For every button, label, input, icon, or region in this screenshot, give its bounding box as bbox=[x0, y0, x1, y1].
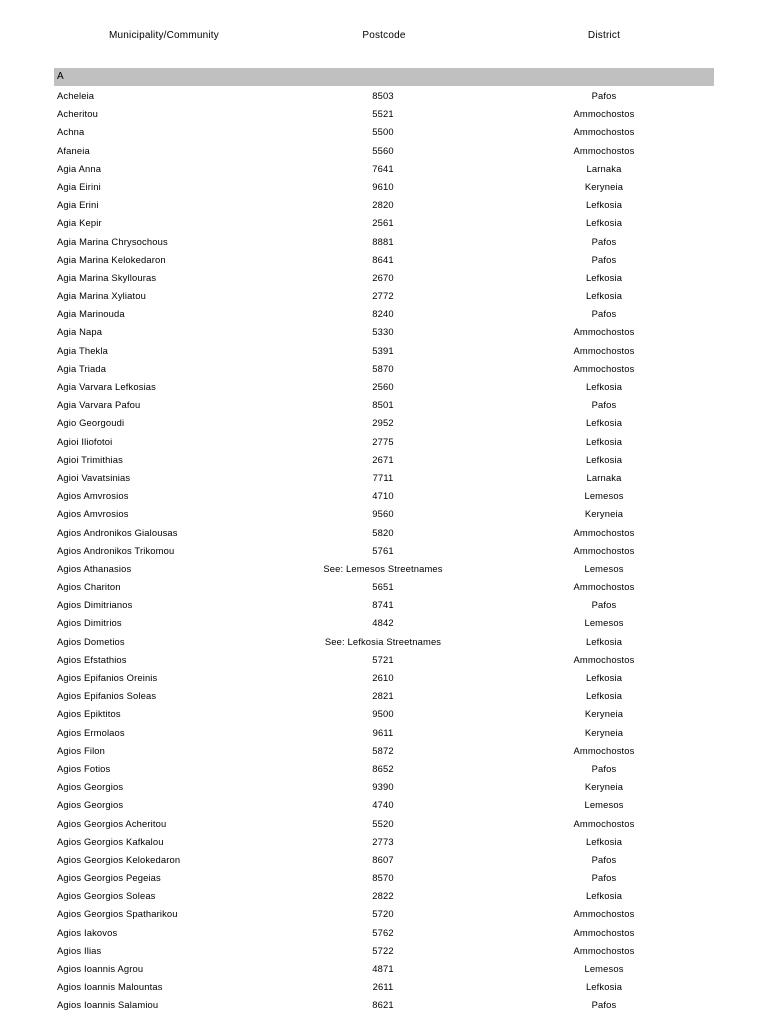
cell-district: Lefkosia bbox=[585, 435, 623, 447]
cell-postcode: 2821 bbox=[372, 690, 394, 702]
cell-postcode: 5521 bbox=[372, 108, 394, 120]
cell-municipality: Agios Andronikos Trikomou bbox=[57, 544, 175, 556]
table-row bbox=[54, 160, 714, 178]
table-row bbox=[54, 996, 714, 1014]
cell-postcode: 2820 bbox=[372, 199, 394, 211]
cell-postcode: 4871 bbox=[372, 963, 394, 974]
cell-district: Ammochostos bbox=[573, 581, 635, 593]
cell-district: Lefkosia bbox=[585, 217, 623, 229]
cell-district: Pafos bbox=[591, 999, 617, 1011]
cell-municipality: Agio Georgoudi bbox=[57, 417, 125, 429]
cell-district: Larnaka bbox=[586, 471, 622, 483]
cell-municipality: Agios Fotios bbox=[57, 762, 111, 774]
cell-district: Ammochostos bbox=[573, 126, 635, 138]
cell-municipality: Agios Efstathios bbox=[57, 653, 127, 665]
table-row bbox=[54, 815, 714, 833]
cell-district: Lefkosia bbox=[585, 453, 623, 465]
cell-postcode: 5872 bbox=[372, 744, 394, 756]
cell-district: Pafos bbox=[591, 235, 617, 247]
cell-postcode: 2670 bbox=[372, 271, 394, 283]
table-row bbox=[54, 633, 714, 651]
table-row bbox=[54, 487, 714, 505]
table-row bbox=[54, 451, 714, 469]
table-row bbox=[54, 851, 714, 869]
cell-municipality: Agios Georgios Soleas bbox=[57, 890, 156, 902]
cell-postcode: 2560 bbox=[372, 381, 394, 392]
cell-district: Lefkosia bbox=[585, 835, 623, 847]
cell-postcode: 2822 bbox=[372, 890, 394, 902]
table-row bbox=[54, 778, 714, 796]
table-row bbox=[54, 123, 714, 141]
header-district: District bbox=[587, 30, 621, 41]
table-row bbox=[54, 760, 714, 778]
cell-postcode: 5722 bbox=[372, 944, 394, 956]
cell-postcode: 8881 bbox=[372, 235, 394, 247]
cell-district: Keryneia bbox=[584, 781, 624, 793]
cell-district: Pafos bbox=[591, 253, 617, 265]
cell-municipality: Agios Amvrosios bbox=[57, 490, 129, 502]
cell-postcode: 2611 bbox=[372, 981, 394, 993]
cell-municipality: Agios Epiktitos bbox=[57, 708, 121, 720]
cell-municipality: Agios Georgios Spatharikou bbox=[57, 908, 178, 920]
cell-postcode: 4740 bbox=[372, 799, 394, 811]
cell-municipality: Agios Dometios bbox=[57, 635, 125, 647]
cell-district: Pafos bbox=[591, 872, 617, 884]
cell-municipality: Acheritou bbox=[57, 108, 98, 120]
table-row bbox=[54, 505, 714, 523]
cell-municipality: Agios Ilias bbox=[57, 944, 102, 956]
cell-district: Ammochostos bbox=[573, 944, 635, 956]
cell-postcode: See: Lemesos Streetnames bbox=[323, 562, 443, 574]
table-row bbox=[54, 433, 714, 451]
cell-municipality: Agios Georgios bbox=[57, 781, 124, 793]
cell-district: Lemesos bbox=[584, 617, 624, 629]
cell-municipality: Agioi Iliofotoi bbox=[57, 435, 113, 447]
cell-postcode: 2610 bbox=[372, 672, 394, 683]
table-row bbox=[54, 469, 714, 487]
cell-district: Pafos bbox=[591, 762, 617, 774]
cell-postcode: 8501 bbox=[372, 399, 394, 411]
cell-municipality: Agios Dimitrianos bbox=[57, 599, 133, 611]
table-row bbox=[54, 687, 714, 705]
cell-postcode: 5720 bbox=[372, 908, 394, 920]
cell-postcode: 9390 bbox=[372, 781, 394, 793]
cell-municipality: Agios Ioannis Salamiou bbox=[57, 999, 159, 1011]
table-row bbox=[54, 796, 714, 814]
cell-district: Ammochostos bbox=[573, 926, 635, 938]
cell-postcode: 5870 bbox=[372, 362, 394, 374]
cell-district: Ammochostos bbox=[573, 817, 635, 829]
cell-municipality: Agia Varvara Lefkosias bbox=[57, 381, 157, 392]
cell-postcode: 8652 bbox=[372, 762, 394, 774]
cell-municipality: Agia Napa bbox=[57, 326, 103, 338]
cell-postcode: 2671 bbox=[372, 453, 394, 465]
cell-district: Ammochostos bbox=[573, 344, 635, 356]
cell-postcode: 5391 bbox=[372, 344, 394, 356]
cell-district: Larnaka bbox=[586, 162, 622, 174]
table-row bbox=[54, 542, 714, 560]
cell-district: Lemesos bbox=[584, 799, 624, 811]
cell-postcode: 5651 bbox=[372, 581, 394, 593]
cell-district: Keryneia bbox=[584, 508, 624, 520]
cell-district: Lefkosia bbox=[585, 890, 623, 902]
cell-municipality: Agios Iakovos bbox=[57, 926, 118, 938]
table-row bbox=[54, 869, 714, 887]
table-row bbox=[54, 105, 714, 123]
cell-district: Pafos bbox=[591, 599, 617, 611]
cell-postcode: 5761 bbox=[372, 544, 394, 556]
table-row bbox=[54, 669, 714, 687]
table-row bbox=[54, 651, 714, 669]
table-row bbox=[54, 287, 714, 305]
cell-postcode: 8240 bbox=[372, 308, 394, 320]
table-row bbox=[54, 742, 714, 760]
cell-postcode: 5762 bbox=[372, 926, 394, 938]
cell-district: Lemesos bbox=[584, 963, 624, 974]
cell-district: Lefkosia bbox=[585, 417, 623, 429]
cell-postcode: 5520 bbox=[372, 817, 394, 829]
cell-postcode: 4842 bbox=[372, 617, 394, 629]
table-row bbox=[54, 887, 714, 905]
cell-district: Lefkosia bbox=[585, 381, 623, 392]
cell-municipality: Agios Georgios Kelokedaron bbox=[57, 853, 181, 865]
cell-municipality: Agios Amvrosios bbox=[57, 508, 129, 520]
cell-municipality: Agia Eirini bbox=[57, 180, 101, 192]
table-row bbox=[54, 524, 714, 542]
cell-district: Ammochostos bbox=[573, 744, 635, 756]
table-row bbox=[54, 942, 714, 960]
cell-postcode: 9560 bbox=[372, 508, 394, 520]
table-row bbox=[54, 596, 714, 614]
cell-postcode: 2773 bbox=[372, 835, 394, 847]
cell-district: Lefkosia bbox=[585, 199, 623, 211]
table-row bbox=[54, 833, 714, 851]
table-row bbox=[54, 305, 714, 323]
table-row bbox=[54, 960, 714, 978]
cell-postcode: 9500 bbox=[372, 708, 394, 720]
cell-municipality: Agia Marina Skyllouras bbox=[57, 271, 157, 283]
cell-postcode: 9610 bbox=[372, 180, 394, 192]
header-postcode: Postcode bbox=[362, 30, 406, 41]
table-row bbox=[54, 414, 714, 432]
cell-district: Lefkosia bbox=[585, 290, 623, 302]
table-row bbox=[54, 87, 714, 105]
cell-municipality: Agia Marinouda bbox=[57, 308, 125, 320]
table-row bbox=[54, 378, 714, 396]
cell-municipality: Agia Varvara Pafou bbox=[57, 399, 141, 411]
cell-municipality: Afaneia bbox=[57, 144, 90, 156]
cell-postcode: 5330 bbox=[372, 326, 394, 338]
cell-district: Lefkosia bbox=[585, 690, 623, 702]
table-row bbox=[54, 705, 714, 723]
cell-district: Lefkosia bbox=[585, 635, 623, 647]
cell-district: Pafos bbox=[591, 399, 617, 411]
cell-district: Ammochostos bbox=[573, 108, 635, 120]
table-row bbox=[54, 396, 714, 414]
cell-district: Pafos bbox=[591, 90, 617, 101]
cell-district: Keryneia bbox=[584, 708, 624, 720]
cell-municipality: Agia Marina Chrysochous bbox=[57, 235, 168, 247]
cell-district: Keryneia bbox=[584, 180, 624, 192]
cell-district: Ammochostos bbox=[573, 326, 635, 338]
cell-postcode: 7711 bbox=[372, 471, 394, 483]
cell-municipality: Agia Erini bbox=[57, 199, 99, 211]
cell-district: Ammochostos bbox=[573, 144, 635, 156]
cell-municipality: Agia Marina Kelokedaron bbox=[57, 253, 166, 265]
table-row bbox=[54, 233, 714, 251]
cell-district: Ammochostos bbox=[573, 362, 635, 374]
cell-postcode: 5721 bbox=[372, 653, 394, 665]
table-row bbox=[54, 905, 714, 923]
table-row bbox=[54, 323, 714, 341]
cell-district: Ammochostos bbox=[573, 544, 635, 556]
header-municipality: Municipality/Community bbox=[109, 30, 219, 41]
cell-municipality: Agios Filon bbox=[57, 744, 106, 756]
cell-district: Lefkosia bbox=[585, 271, 623, 283]
cell-municipality: Agios Chariton bbox=[57, 581, 121, 593]
cell-municipality: Acheleia bbox=[57, 90, 95, 101]
cell-municipality: Agia Thekla bbox=[57, 344, 108, 356]
cell-district: Lemesos bbox=[584, 562, 624, 574]
cell-district: Ammochostos bbox=[573, 653, 635, 665]
cell-municipality: Agioi Vavatsinias bbox=[57, 471, 131, 483]
table-row bbox=[54, 578, 714, 596]
cell-postcode: 7641 bbox=[372, 162, 394, 174]
table-row bbox=[54, 251, 714, 269]
section-letter: A bbox=[57, 71, 64, 82]
cell-municipality: Agios Georgios Pegeias bbox=[57, 872, 161, 884]
cell-municipality: Agios Ioannis Agrou bbox=[57, 963, 144, 974]
cell-postcode: 4710 bbox=[372, 490, 394, 502]
cell-municipality: Agioi Trimithias bbox=[57, 453, 123, 465]
cell-municipality: Agios Epifanios Oreinis bbox=[57, 672, 158, 683]
cell-district: Keryneia bbox=[584, 726, 624, 738]
cell-district: Ammochostos bbox=[573, 526, 635, 538]
table-row bbox=[54, 142, 714, 160]
cell-postcode: 2775 bbox=[372, 435, 394, 447]
cell-postcode: 2952 bbox=[372, 417, 394, 429]
table-row bbox=[54, 214, 714, 232]
cell-municipality: Agios Andronikos Gialousas bbox=[57, 526, 178, 538]
table-row bbox=[54, 560, 714, 578]
cell-municipality: Agios Ioannis Malountas bbox=[57, 981, 163, 993]
cell-municipality: Agios Athanasios bbox=[57, 562, 132, 574]
cell-postcode: 8741 bbox=[372, 599, 394, 611]
table-row bbox=[54, 924, 714, 942]
table-row bbox=[54, 196, 714, 214]
cell-district: Lefkosia bbox=[585, 672, 623, 683]
cell-municipality: Agios Ermolaos bbox=[57, 726, 125, 738]
table-row bbox=[54, 269, 714, 287]
cell-postcode: 8621 bbox=[372, 999, 394, 1011]
cell-district: Pafos bbox=[591, 308, 617, 320]
cell-municipality: Agios Georgios Kafkalou bbox=[57, 835, 164, 847]
cell-municipality: Agios Georgios Acheritou bbox=[57, 817, 167, 829]
cell-district: Lemesos bbox=[584, 490, 624, 502]
table-header bbox=[54, 30, 714, 46]
cell-municipality: Agios Georgios bbox=[57, 799, 124, 811]
section-letter-bar bbox=[54, 68, 714, 86]
cell-postcode: 5820 bbox=[372, 526, 394, 538]
cell-postcode: 8607 bbox=[372, 853, 394, 865]
table-row bbox=[54, 614, 714, 632]
cell-district: Pafos bbox=[591, 853, 617, 865]
cell-municipality: Agios Epifanios Soleas bbox=[57, 690, 157, 702]
cell-municipality: Agia Kepir bbox=[57, 217, 102, 229]
table-row bbox=[54, 178, 714, 196]
cell-postcode: 5500 bbox=[372, 126, 394, 138]
table-row bbox=[54, 978, 714, 996]
table-row bbox=[54, 724, 714, 742]
cell-postcode: 5560 bbox=[372, 144, 394, 156]
table-row bbox=[54, 360, 714, 378]
cell-municipality: Agia Triada bbox=[57, 362, 107, 374]
cell-postcode: 8570 bbox=[372, 872, 394, 884]
cell-municipality: Achna bbox=[57, 126, 85, 138]
cell-postcode: 9611 bbox=[372, 726, 394, 738]
cell-municipality: Agios Dimitrios bbox=[57, 617, 122, 629]
cell-postcode: 8641 bbox=[372, 253, 394, 265]
cell-postcode: 2772 bbox=[372, 290, 394, 302]
table-row bbox=[54, 342, 714, 360]
cell-municipality: Agia Anna bbox=[57, 162, 102, 174]
cell-district: Lefkosia bbox=[585, 981, 623, 993]
cell-postcode: 8503 bbox=[372, 90, 394, 101]
cell-district: Ammochostos bbox=[573, 908, 635, 920]
cell-postcode: See: Lefkosia Streetnames bbox=[324, 635, 442, 647]
cell-municipality: Agia Marina Xyliatou bbox=[57, 290, 146, 302]
cell-postcode: 2561 bbox=[372, 217, 394, 229]
table-body bbox=[54, 87, 714, 1015]
